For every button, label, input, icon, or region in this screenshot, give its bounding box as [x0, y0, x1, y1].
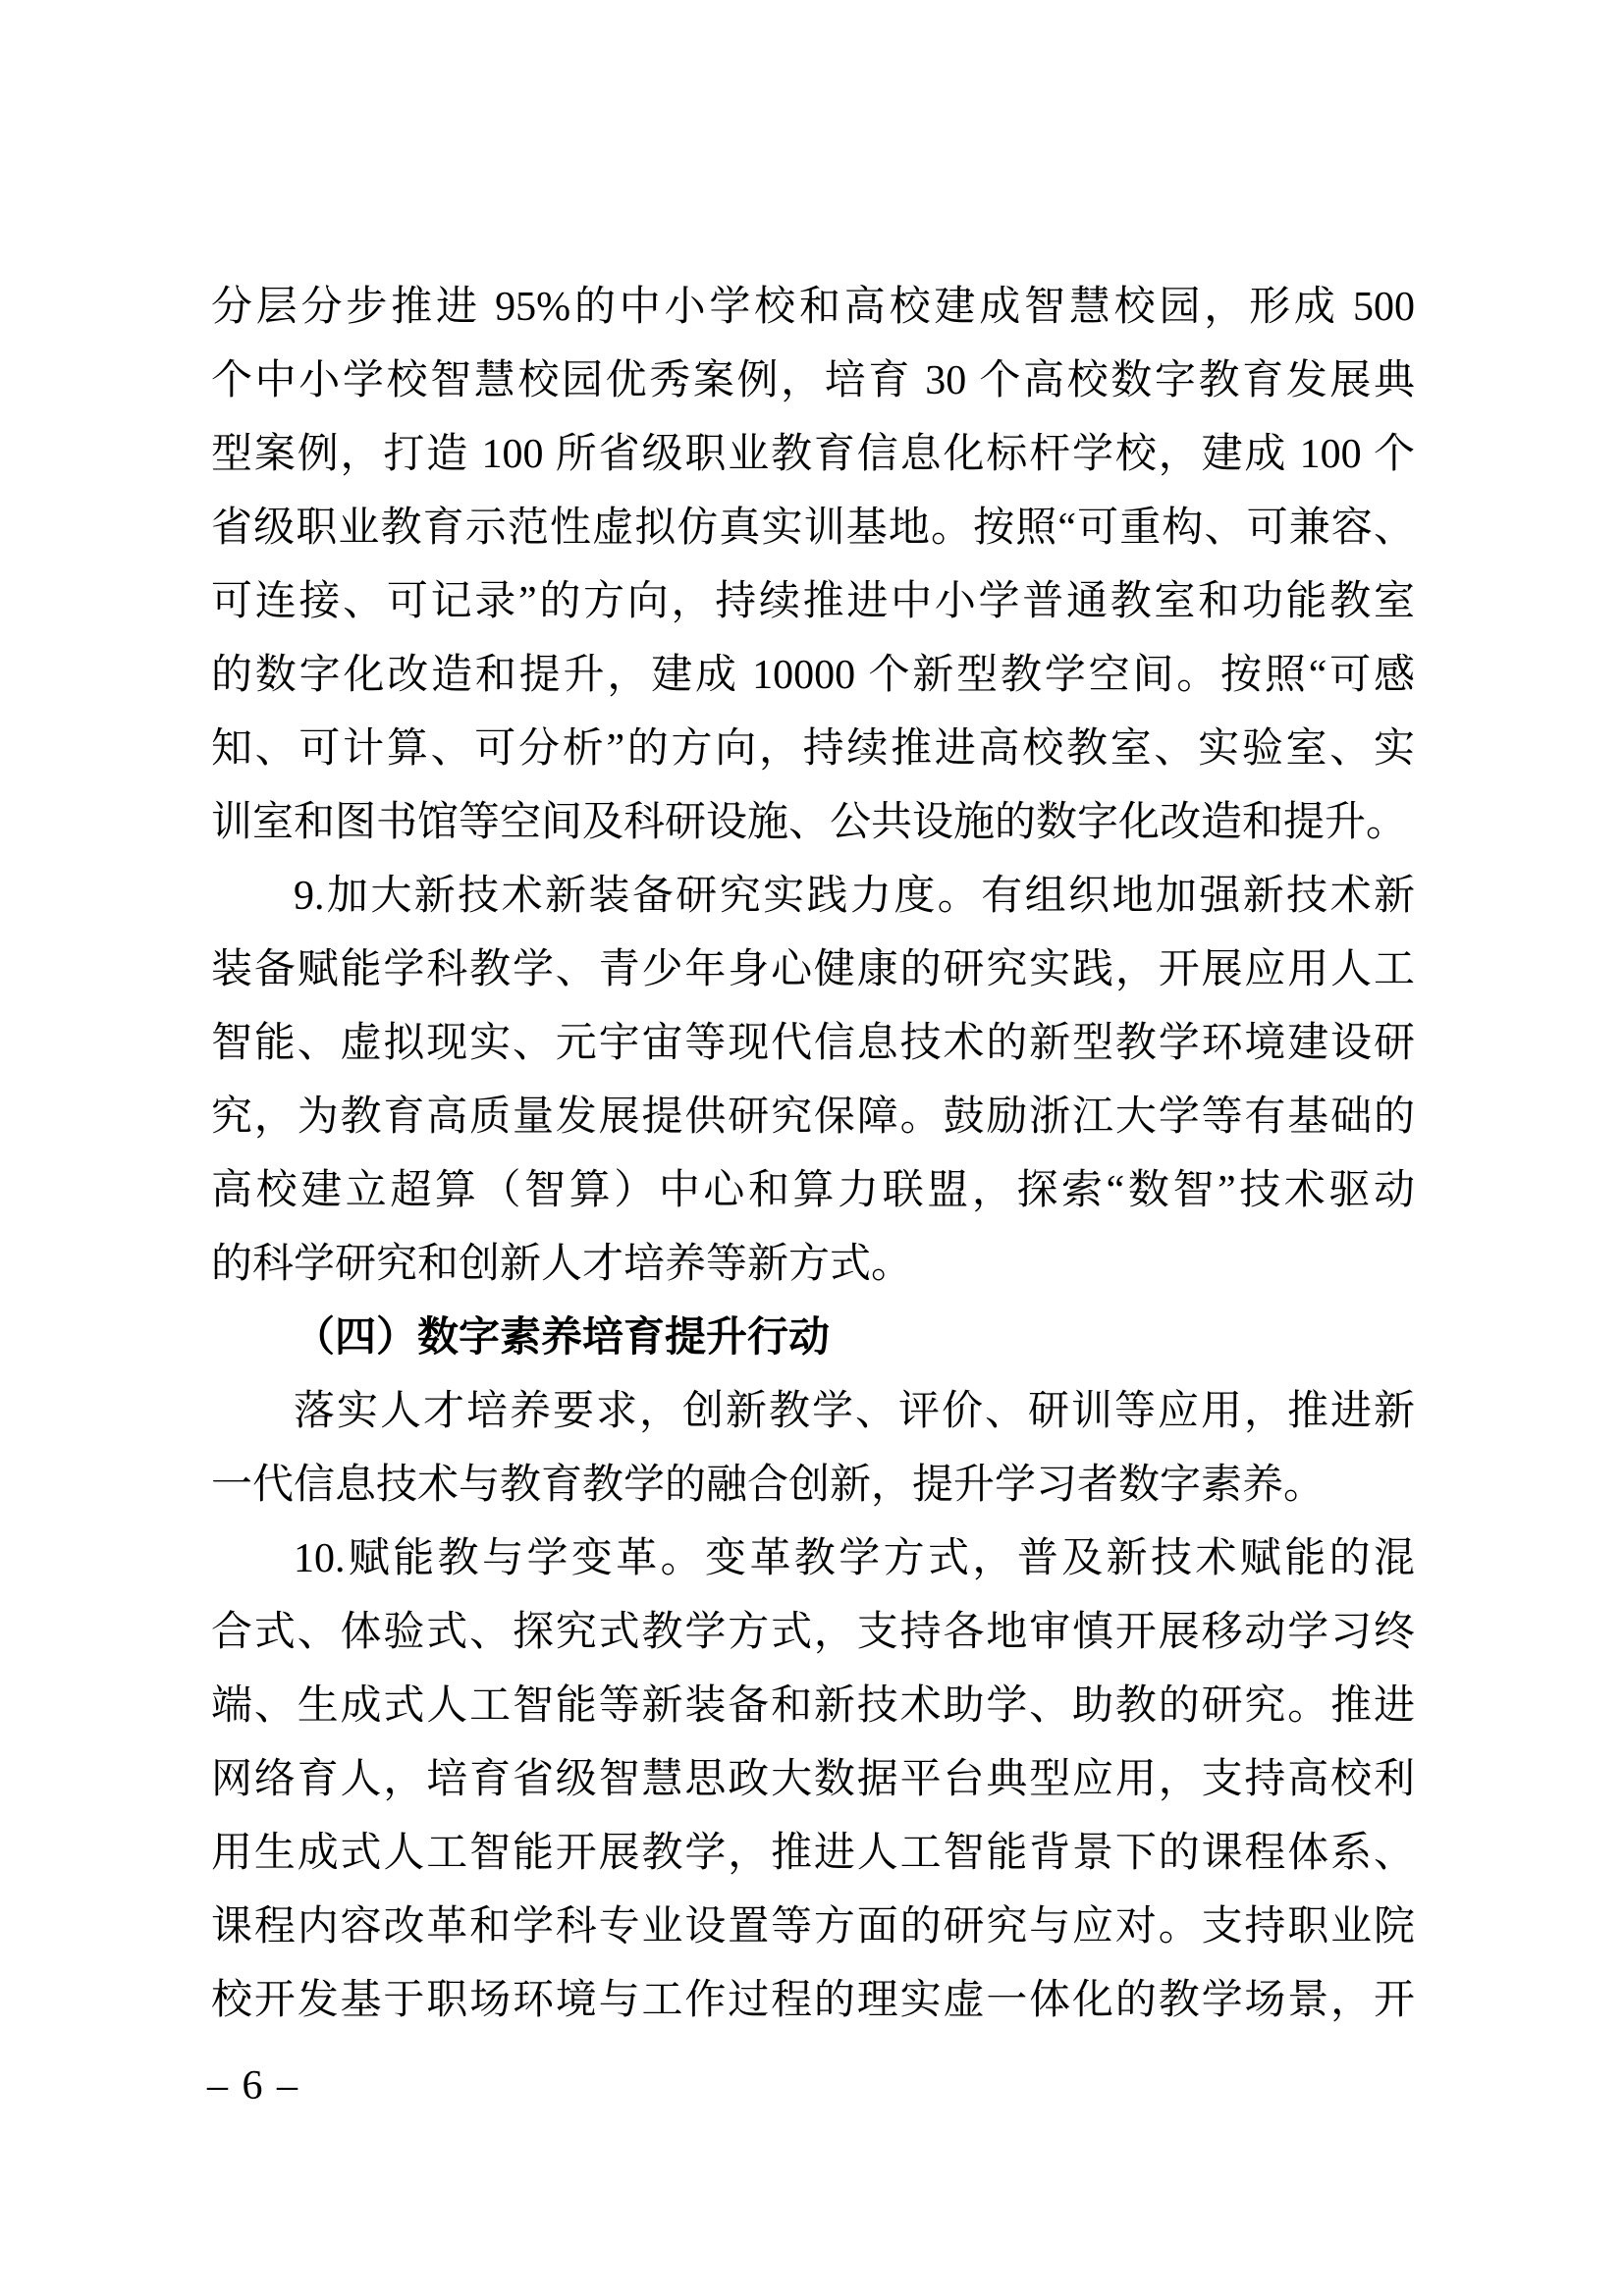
- section-heading: [211, 1302, 1415, 1375]
- text-line: 省级职业教育示范性虚拟仿真实训基地。按照“可重构、可兼容、: [211, 506, 1415, 551]
- text-line: 课程内容改革和学科专业设置等方面的研究与应对。支持职业院: [211, 1904, 1415, 1949]
- paragraph: [211, 1375, 1415, 1522]
- page-number: – 6 –: [207, 2063, 299, 2109]
- text-line: 的数字化改造和提升，建成 10000 个新型教学空间。按照“可感: [211, 653, 1415, 698]
- text-line: 合式、体验式、探究式教学方式，支持各地审慎开展移动学习终: [211, 1610, 1415, 1655]
- text-line: 10.赋能教与学变革。变革教学方式，普及新技术赋能的混: [294, 1536, 1415, 1581]
- text-line: 智能、虚拟现实、元宇宙等现代信息技术的新型教学环境建设研: [211, 1021, 1415, 1066]
- text-line: 用生成式人工智能开展教学，推进人工智能背景下的课程体系、: [211, 1831, 1415, 1876]
- text-line: 的科学研究和创新人才培养等新方式。: [211, 1242, 913, 1287]
- text-line: 分层分步推进 95%的中小学校和高校建成智慧校园，形成 500: [211, 285, 1415, 330]
- text-line: 高校建立超算（智算）中心和算力联盟，探索“数智”技术驱动: [211, 1168, 1415, 1213]
- text-line: 究，为教育高质量发展提供研究保障。鼓励浙江大学等有基础的: [211, 1095, 1415, 1140]
- text-line: 9.加大新技术新装备研究实践力度。有组织地加强新技术新: [294, 874, 1415, 919]
- document-body: [211, 271, 1415, 2038]
- text-line: 可连接、可记录”的方向，持续推进中小学普通教室和功能教室: [211, 579, 1415, 624]
- paragraph: [211, 271, 1415, 860]
- text-line: 装备赋能学科教学、青少年身心健康的研究实践，开展应用人工: [211, 947, 1415, 992]
- paragraph: [211, 860, 1415, 1302]
- text-line: （四）数字素养培育提升行动: [294, 1315, 831, 1361]
- text-line: 落实人才培养要求，创新教学、评价、研训等应用，推进新: [294, 1389, 1415, 1434]
- text-line: 一代信息技术与教育教学的融合创新，提升学习者数字素养。: [211, 1463, 1326, 1508]
- text-line: 知、可计算、可分析”的方向，持续推进高校教室、实验室、实: [211, 726, 1415, 772]
- text-line: 端、生成式人工智能等新装备和新技术助学、助教的研究。推进: [211, 1683, 1415, 1729]
- text-line: 型案例，打造 100 所省级职业教育信息化标杆学校，建成 100 个: [211, 432, 1415, 477]
- text-line: 个中小学校智慧校园优秀案例，培育 30 个高校数字教育发展典: [211, 358, 1415, 403]
- text-line: 训室和图书馆等空间及科研设施、公共设施的数字化改造和提升。: [211, 800, 1408, 845]
- text-line: 网络育人，培育省级智慧思政大数据平台典型应用，支持高校利: [211, 1757, 1415, 1802]
- text-line: 校开发基于职场环境与工作过程的理实虚一体化的教学场景，开: [211, 1978, 1415, 2023]
- paragraph: [211, 1522, 1415, 2038]
